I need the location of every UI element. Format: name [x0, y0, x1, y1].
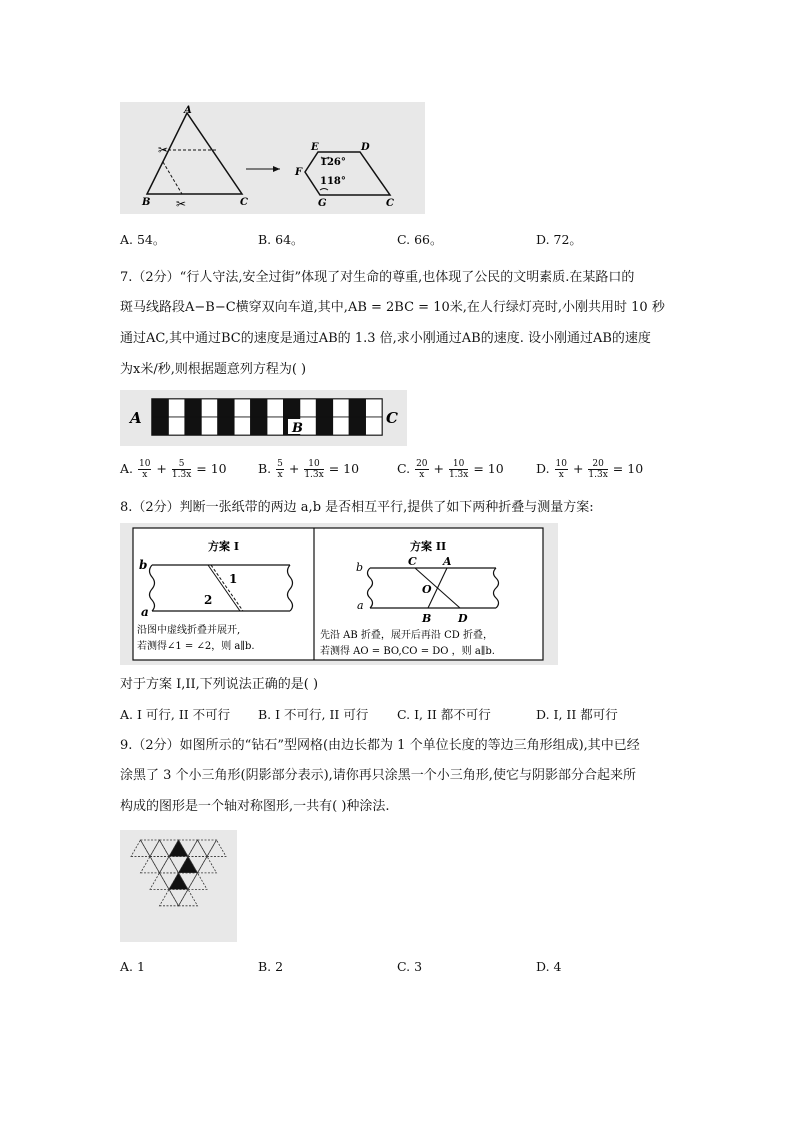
svg-text:C: C: [386, 198, 394, 209]
crosswalk-cell: [251, 399, 267, 417]
svg-text:D: D: [458, 612, 468, 625]
q7-option-c: C. $\frac{20}{x}$ + $\frac{10}{1.3x}$ = 10: [397, 459, 504, 480]
q8-option-c: C. I, II 都不可行: [397, 707, 491, 722]
svg-text:126°: 126°: [320, 157, 346, 168]
grid-triangle: [179, 889, 198, 905]
grid-triangle: [198, 840, 217, 856]
q7-line-3: 通过AC,其中通过BC的速度是通过AB的 1.3 倍,求小刚通过AB的速度. 设小刚通过AB的速度: [120, 331, 651, 346]
svg-text:D: D: [361, 142, 370, 153]
svg-text:b: b: [356, 561, 364, 574]
q6-option-d: D. 72。: [536, 232, 582, 247]
svg-text:C: C: [240, 197, 248, 208]
crosswalk-cell: [349, 399, 365, 417]
q8-question: 对于方案 I,II,下列说法正确的是( ): [120, 677, 319, 692]
crosswalk-cell: [366, 399, 382, 417]
svg-text:O: O: [422, 583, 432, 596]
q7-figure: [120, 390, 407, 446]
crosswalk-cell: [152, 417, 168, 435]
q8-figure-svg: [120, 523, 558, 665]
grid-triangle: [150, 840, 169, 856]
svg-text:A: A: [443, 555, 452, 568]
crosswalk-cell: [185, 417, 201, 435]
q6-figure: [120, 102, 425, 214]
q7-crosswalk-svg: [120, 390, 407, 446]
q9-option-a: A. 1: [120, 959, 145, 974]
q8-figure: [120, 523, 558, 665]
q9-figure: [120, 830, 237, 942]
q9-option-c: C. 3: [397, 959, 423, 974]
svg-text:✂: ✂: [176, 197, 187, 211]
q9-diamond-grid-svg: [120, 830, 237, 942]
svg-text:A: A: [184, 105, 192, 116]
grid-triangle: [207, 840, 226, 856]
crosswalk-cell: [251, 417, 267, 435]
svg-text:C: C: [408, 555, 417, 568]
svg-text:a: a: [141, 605, 149, 619]
crosswalk-cell: [333, 399, 349, 417]
svg-text:1: 1: [229, 572, 238, 586]
svg-text:方案 I: 方案 I: [208, 540, 239, 553]
svg-text:C: C: [386, 409, 398, 427]
crosswalk-cell: [283, 399, 299, 417]
svg-text:B: B: [292, 421, 303, 436]
crosswalk-cell: [234, 417, 250, 435]
grid-triangle: [160, 889, 179, 905]
q8-option-a: A. I 可行, II 不可行: [120, 707, 231, 722]
grid-triangle: [169, 889, 188, 905]
grid-triangle: [160, 856, 179, 872]
crosswalk-cell: [201, 417, 217, 435]
crosswalk-cell: [152, 399, 168, 417]
crosswalk-cell: [234, 399, 250, 417]
svg-text:若测得 AO = BO,CO = DO ，则 a∥b.: 若测得 AO = BO,CO = DO ，则 a∥b.: [320, 646, 495, 657]
grid-triangle: [141, 840, 160, 856]
svg-text:方案 II: 方案 II: [410, 540, 447, 553]
grid-triangle: [150, 873, 169, 889]
crosswalk-cell: [267, 417, 283, 435]
q6-figure-svg: [120, 102, 425, 214]
svg-text:若测得∠1 = ∠2，则 a∥b.: 若测得∠1 = ∠2，则 a∥b.: [137, 641, 255, 652]
q6-option-a: A. 54。: [120, 232, 166, 247]
crosswalk-cell: [185, 399, 201, 417]
q9-line-3: 构成的图形是一个轴对称图形,一共有( )种涂法.: [120, 799, 390, 814]
crosswalk-cell: [168, 417, 184, 435]
svg-text:G: G: [318, 198, 327, 209]
svg-text:B: B: [142, 197, 151, 208]
crosswalk-cell: [168, 399, 184, 417]
q7-line-2: 斑马线路段A−B−C横穿双向车道,其中,AB = 2BC = 10米,在人行绿灯亮时,小刚共用时 10 秒: [120, 300, 665, 315]
crosswalk-cell: [267, 399, 283, 417]
q9-line-2: 涂黑了 3 个小三角形(阴影部分表示),请你再只涂黑一个小三角形,使它与阴影部分合起来所: [120, 768, 636, 783]
q7-option-a: A. $\frac{10}{x}$ + $\frac{5}{1.3x}$ = 10: [120, 459, 227, 480]
crosswalk-cell: [218, 417, 234, 435]
q7-option-b: B. $\frac{5}{x}$ + $\frac{10}{1.3x}$ = 10: [258, 459, 360, 480]
svg-text:118°: 118°: [320, 176, 346, 187]
crosswalk-cell: [333, 417, 349, 435]
q8-line: 8.（2分）判断一张纸带的两边 a,b 是否相互平行,提供了如下两种折叠与测量方案:: [120, 500, 594, 515]
crosswalk-cell: [316, 417, 332, 435]
grid-triangle: [141, 856, 160, 872]
svg-text:2: 2: [204, 593, 213, 607]
svg-text:b: b: [139, 558, 148, 572]
grid-triangle: [169, 873, 188, 889]
q6-option-b: B. 64。: [258, 232, 304, 247]
svg-text:B: B: [422, 612, 432, 625]
crosswalk-cell: [218, 399, 234, 417]
q9-option-b: B. 2: [258, 959, 284, 974]
svg-text:先沿 AB 折叠，展开后再沿 CD 折叠，: 先沿 AB 折叠，展开后再沿 CD 折叠，: [320, 630, 493, 641]
q7-line-4: 为x米/秒,则根据题意列方程为( ): [120, 362, 307, 377]
crosswalk-cell: [316, 399, 332, 417]
svg-text:F: F: [295, 167, 303, 178]
grid-triangle: [179, 856, 198, 872]
svg-text:沿图中虚线折叠并展开,: 沿图中虚线折叠并展开,: [137, 625, 241, 636]
crosswalk-cell: [366, 417, 382, 435]
grid-triangle: [188, 873, 207, 889]
q9-line-1: 9.（2分）如图所示的“钻石”型网格(由边长都为 1 个单位长度的等边三角形组成),其中已经: [120, 738, 640, 753]
grid-triangle: [169, 840, 188, 856]
grid-triangle: [131, 840, 150, 856]
svg-text:E: E: [311, 142, 319, 153]
q8-option-b: B. I 不可行, II 可行: [258, 707, 369, 722]
svg-text:A: A: [130, 409, 142, 427]
svg-text:✂: ✂: [158, 143, 169, 157]
grid-triangle: [188, 840, 207, 856]
q7-line-1: 7.（2分）“行人守法,安全过街”体现了对生命的尊重,也体现了公民的文明素质.在某路口的: [120, 270, 635, 285]
q9-option-d: D. 4: [536, 959, 562, 974]
grid-triangle: [150, 856, 169, 872]
q8-option-d: D. I, II 都可行: [536, 707, 618, 722]
crosswalk-cell: [349, 417, 365, 435]
grid-triangle: [198, 856, 217, 872]
crosswalk-cell: [300, 399, 316, 417]
svg-text:a: a: [357, 599, 364, 612]
crosswalk-cell: [201, 399, 217, 417]
q7-option-d: D. $\frac{10}{x}$ + $\frac{20}{1.3x}$ = 10: [536, 459, 644, 480]
q6-option-c: C. 66。: [397, 232, 443, 247]
